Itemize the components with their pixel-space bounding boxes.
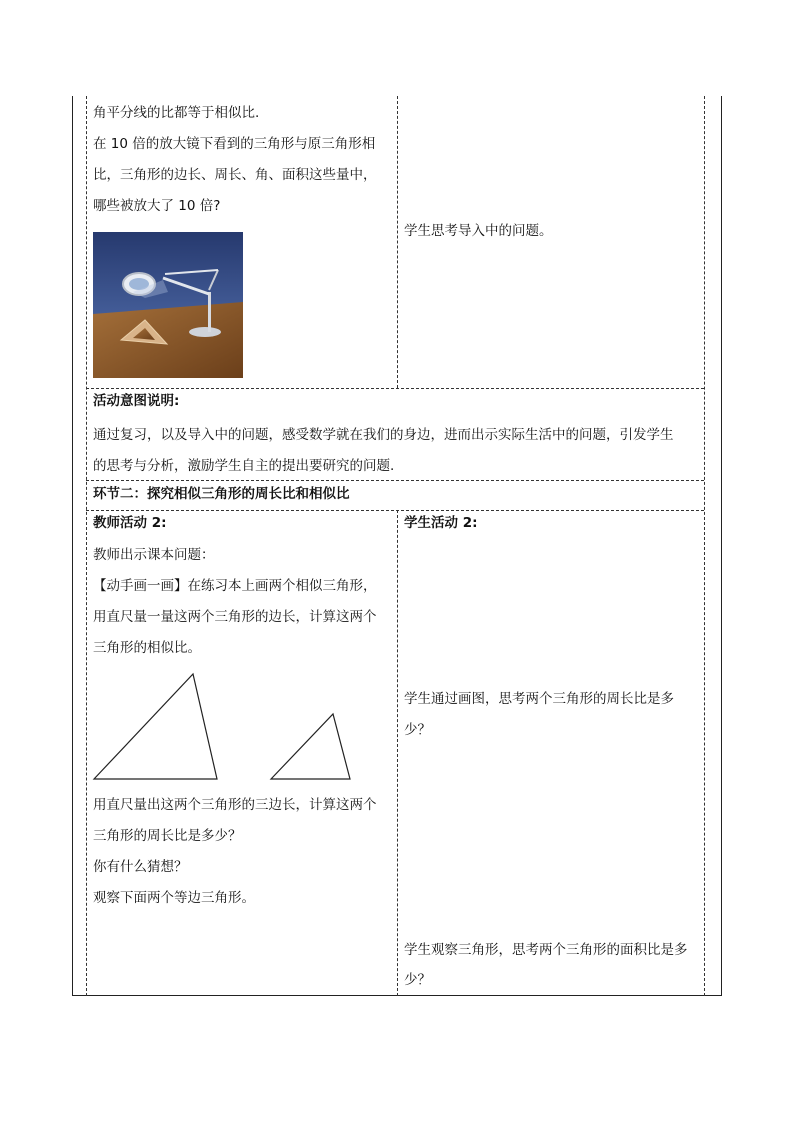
large-triangle (94, 674, 217, 779)
teacher-line-4: 三角形的相似比。 (93, 640, 201, 656)
intro-line-3: 比，三角形的边长、周长、角、面积这些量中， (93, 167, 377, 183)
student-q2-line-1: 学生观察三角形，思考两个三角形的面积比是多 (404, 942, 688, 958)
teacher-line-1: 教师出示课本问题： (93, 547, 215, 563)
student-intro-response: 学生思考导入中的问题。 (404, 223, 553, 239)
intent-line-1: 通过复习，以及导入中的问题，感受数学就在我们的身边，进而出示实际生活中的问题，引发学生 (93, 427, 674, 443)
teacher-line-5: 用直尺量出这两个三角形的三边长，计算这两个 (93, 797, 377, 813)
similar-triangles-figure (88, 668, 358, 786)
column-divider-bottom (397, 510, 398, 996)
intent-line-2: 的思考与分析，激励学生自主的提出要研究的问题. (93, 458, 395, 474)
student-q1-line-2: 少？ (404, 722, 431, 738)
left-inner-divider (86, 96, 87, 996)
section-2-title: 环节二：探究相似三角形的周长比和相似比 (93, 486, 350, 502)
intro-line-4: 哪些被放大了 10 倍? (93, 198, 221, 214)
student-activity-heading: 学生活动 2: (404, 515, 478, 531)
teacher-line-7: 你有什么猜想？ (93, 859, 188, 875)
magnifier-lamp-triangle-photo (93, 232, 243, 378)
teacher-activity-heading: 教师活动 2: (93, 515, 167, 531)
column-divider-top (397, 96, 398, 388)
teacher-line-2: 【动手画一画】在练习本上画两个相似三角形， (93, 578, 377, 594)
intent-title: 活动意图说明: (93, 393, 180, 409)
teacher-line-3: 用直尺量一量这两个三角形的边长，计算这两个 (93, 609, 377, 625)
student-q1-line-1: 学生通过画图，思考两个三角形的周长比是多 (404, 691, 674, 707)
row-divider-3 (86, 510, 704, 511)
intro-line-2: 在 10 倍的放大镜下看到的三角形与原三角形相 (93, 136, 376, 152)
teacher-line-6: 三角形的周长比是多少？ (93, 828, 242, 844)
intro-line-1: 角平分线的比都等于相似比. (93, 105, 260, 121)
right-inner-divider (704, 96, 705, 996)
teacher-line-8: 观察下面两个等边三角形。 (93, 890, 255, 906)
student-q2-line-2: 少？ (404, 972, 431, 988)
small-triangle (271, 714, 350, 779)
